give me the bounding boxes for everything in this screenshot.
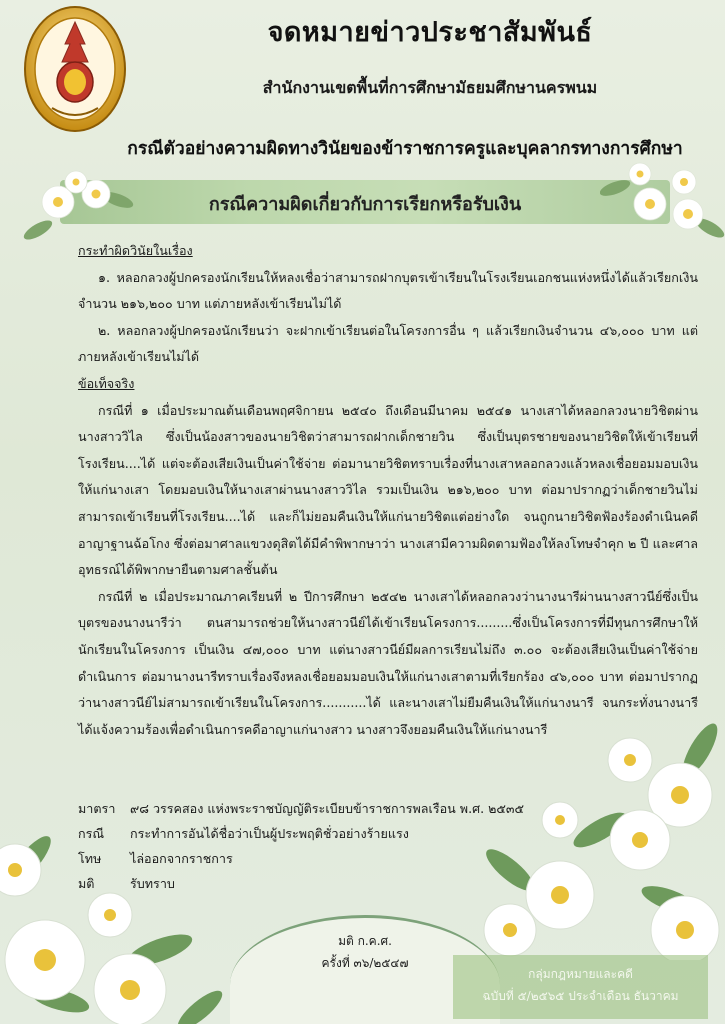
newsletter-title: จดหมายข่าวประชาสัมพันธ์ <box>267 17 593 48</box>
white-flower-decoration-right <box>600 158 725 248</box>
offense-heading: กระทำผิดวินัยในเรื่อง <box>78 243 193 258</box>
resolution-footer <box>270 930 460 974</box>
facts-heading: ข้อเท็จจริง <box>78 375 135 391</box>
ref-value: กระทำการอันได้ชื่อว่าเป็นผู้ประพฤติชั่วอย่างร้ายแรง <box>130 826 409 841</box>
office-name: สำนักงานเขตพื้นที่การศึกษามัธยมศึกษานครพนม <box>262 78 598 97</box>
ref-label: มติ <box>78 876 95 891</box>
ref-value: ๙๘ วรรคสอง แห่งพระราชบัญญัติระเบียบข้าราชการพลเรือน พ.ศ. ๒๕๓๕ <box>130 801 525 816</box>
ref-label: โทษ <box>78 851 102 866</box>
facts-case-1: กรณีที่ ๑ เมื่อประมาณต้นเดือนพฤศจิกายน ๒๕๔๐ ถึงเดือนมีนาคม ๒๕๔๑ นางเสาได้หลอกลวงนายวิชิตผ่านนางสาววิไล ซึ่งเป็นน้องสาวของนายวิชิตว่าสามารถฝากเด็กชายวิน ซึ่งเป็นบุตรชายของนายวิชิตให้เข้าเรียนที่โรงเรียน....ได้ แต่จะต้องเสียเงินเป็นค่าใช้จ่าย ต่อมานายวิชิตทราบเรื่องที่นางเสาหลอกลวงแล้วหลงเชื่อยอมมอบเงินให้แก่นางเสา โดยมอบเงินให้นางเสาผ่านนางสาววิไล รวมเป็นเงิน ๒๑๖,๒๐๐ บาท ต่อมาปรากฏว่าเด็กชายวินไม่สามารถเข้าเรียนที่โรงเรียน....ได้ และก็ไม่ยอมคืนเงินให้แก่นายวิชิตแต่อย่างใด จนถูกนายวิชิตฟ้องร้องดำเนินคดีอาญาฐานฉ้อโกง ซึ่งต่อมาศาลแขวงดุสิตได้มีคำพิพากษาว่า นางเสามีความผิดตามฟ้องให้ลงโทษจำคุก ๒ ปี และศาลอุทธรณ์ได้พิพากษายืนตามศาลชั้นต้น <box>78 402 698 578</box>
offense-item-1: ๑. หลอกลวงผู้ปกครองนักเรียนให้หลงเชื่อว่าสามารถฝากบุตรเข้าเรียนในโรงเรียนเอกชนแห่งหนึ่งได้แล้วเรียกเงินจำนวน ๒๑๖,๒๐๐ บาท แต่ภายหลังเข้าเรียนไม่ได้ <box>78 269 698 312</box>
section-title: กรณีความผิดเกี่ยวกับการเรียกหรือรับเงิน <box>208 194 522 215</box>
ref-label: มาตรา <box>78 801 116 816</box>
issue-info-box <box>453 955 708 1019</box>
flower-bouquet-bottom-left <box>0 800 230 1024</box>
resolution-session: ครั้งที่ ๓๖/๒๕๔๗ <box>321 956 409 970</box>
facts-case-2: กรณีที่ ๒ เมื่อประมาณภาคเรียนที่ ๒ ปีการศึกษา ๒๕๔๒ นางเสาได้หลอกลวงว่านางนารีผ่านนางสาวนีย์ซึ่งเป็นบุตรของนางนารีว่า ตนสามารถช่วยให้นางสาวนีย์ได้เข้าเรียนโครงการ.........ซึ่งเป็นโครงการที่มีทุนการศึกษาให้นักเรียนในโครงการ เป็นเงิน ๔๗,๐๐๐ บาท แต่นางสาวนีย์มีผลการเรียนไม่ถึง ๓.๐๐ จะต้องเสียเงินเป็นค่าใช้จ่ายดำเนินการ ต่อมานางนารีทราบเรื่องจึงหลงเชื่อยอมมอบเงินให้แก่นางเสาตามที่เรียกร้อง ๔๖,๐๐๐ บาท ต่อมาปรากฏว่านางสาวนีย์ไม่สามารถเข้าเรียนในโครงการ...........ได้ และนางเสาไม่ยืมคืนเงินให้แก่นางนารี จนกระทั่งนางนารีได้แจ้งความร้องเพื่อดำเนินการคดีอาญาแก่นางสาว นางสาวจึงยอมคืนเงินให้แก่นางนารี <box>78 588 698 737</box>
issuing-division: กลุ่มกฎหมายและคดี <box>528 967 633 981</box>
newsletter-subject: กรณีตัวอย่างความผิดทางวินัยของข้าราชการครูและบุคลากรทางการศึกษา <box>127 139 683 159</box>
obec-emblem-logo <box>22 4 128 134</box>
resolution-label: มติ ก.ค.ศ. <box>338 934 392 948</box>
ref-value: ไล่ออกจากราชการ <box>130 851 233 866</box>
flower-bouquet-bottom-right <box>470 720 725 960</box>
offense-item-2: ๒. หลอกลวงผู้ปกครองนักเรียนว่า จะฝากเข้าเรียนต่อในโครงการอื่น ๆ แล้วเรียกเงินจำนวน ๔๖,๐๐๐ บาท แต่ภายหลังเข้าเรียนไม่ได้ <box>78 322 698 365</box>
white-flower-decoration-left <box>18 160 138 250</box>
document-body <box>78 238 698 743</box>
ref-value: รับทราบ <box>130 876 175 891</box>
ref-label: กรณี <box>78 826 105 841</box>
issue-number: ฉบับที่ ๕/๒๕๖๕ ประจำเดือน ธันวาคม <box>482 989 679 1003</box>
